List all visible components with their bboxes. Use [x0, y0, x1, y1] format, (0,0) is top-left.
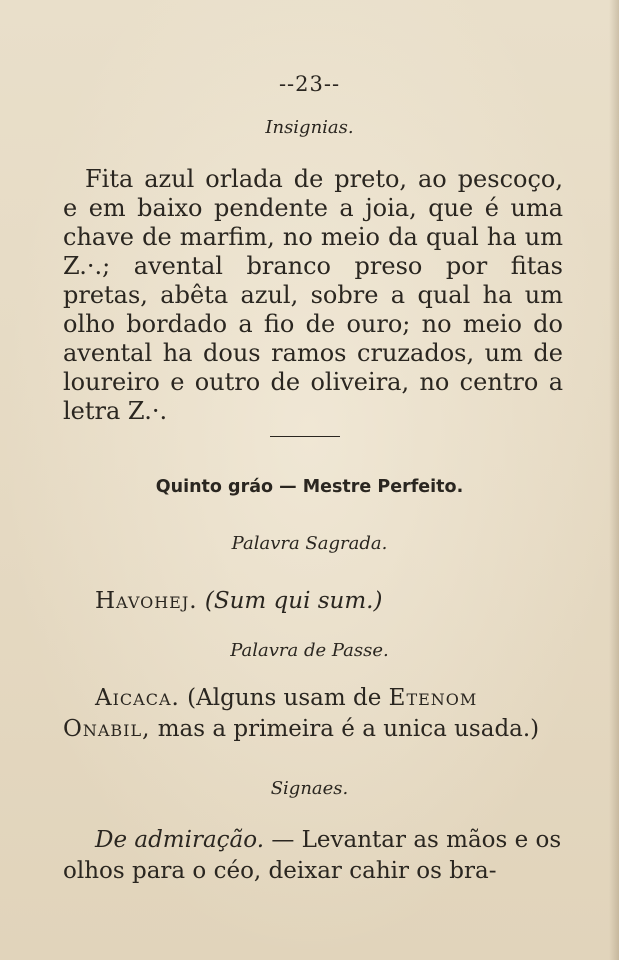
palavra-sagrada-line [95, 588, 382, 614]
section-divider [270, 436, 340, 437]
palavra-sagrada-translation: (Sum qui sum.) [204, 588, 383, 614]
heading-signaes: Signaes. [270, 778, 349, 799]
signaes-label: De admiração. [95, 827, 265, 853]
palavra-passe-word: Aicaca. [95, 685, 180, 711]
palavra-passe-paragraph [63, 683, 563, 745]
palavra-passe-note-end: mas a primeira é a unica usada.) [150, 716, 540, 742]
signaes-text: — Levantar as mãos e os olhos para o céo, deixar cahir os bra- [63, 827, 562, 884]
palavra-sagrada-word: Havohej. [95, 588, 198, 614]
palavra-passe-alt-word: Etenom Onabil, [63, 685, 478, 742]
degree-title: Quinto gráo — Mestre Perfeito. [155, 477, 464, 497]
insignias-paragraph: Fita azul orlada de preto, ao pescoço, e em baixo pendente a joia, que é uma chave de marfim, no meio da qual ha um Z.·.; avental branco preso por fitas pretas, abêta azul, sobre a qual ha um olho bordado a fio de ouro; no meio do avental ha dous ramos cruzados, um de loureiro e outro de oliveira, no centro a letra Z.·. [63, 165, 563, 425]
signaes-paragraph [63, 825, 563, 887]
heading-insignias: Insignias. [265, 117, 354, 138]
heading-palavra-sagrada: Palavra Sagrada. [231, 533, 388, 554]
heading-palavra-passe: Palavra de Passe. [230, 640, 389, 661]
page-number: --23-- [278, 72, 341, 96]
palavra-passe-note-start: (Alguns usam de [179, 685, 389, 711]
